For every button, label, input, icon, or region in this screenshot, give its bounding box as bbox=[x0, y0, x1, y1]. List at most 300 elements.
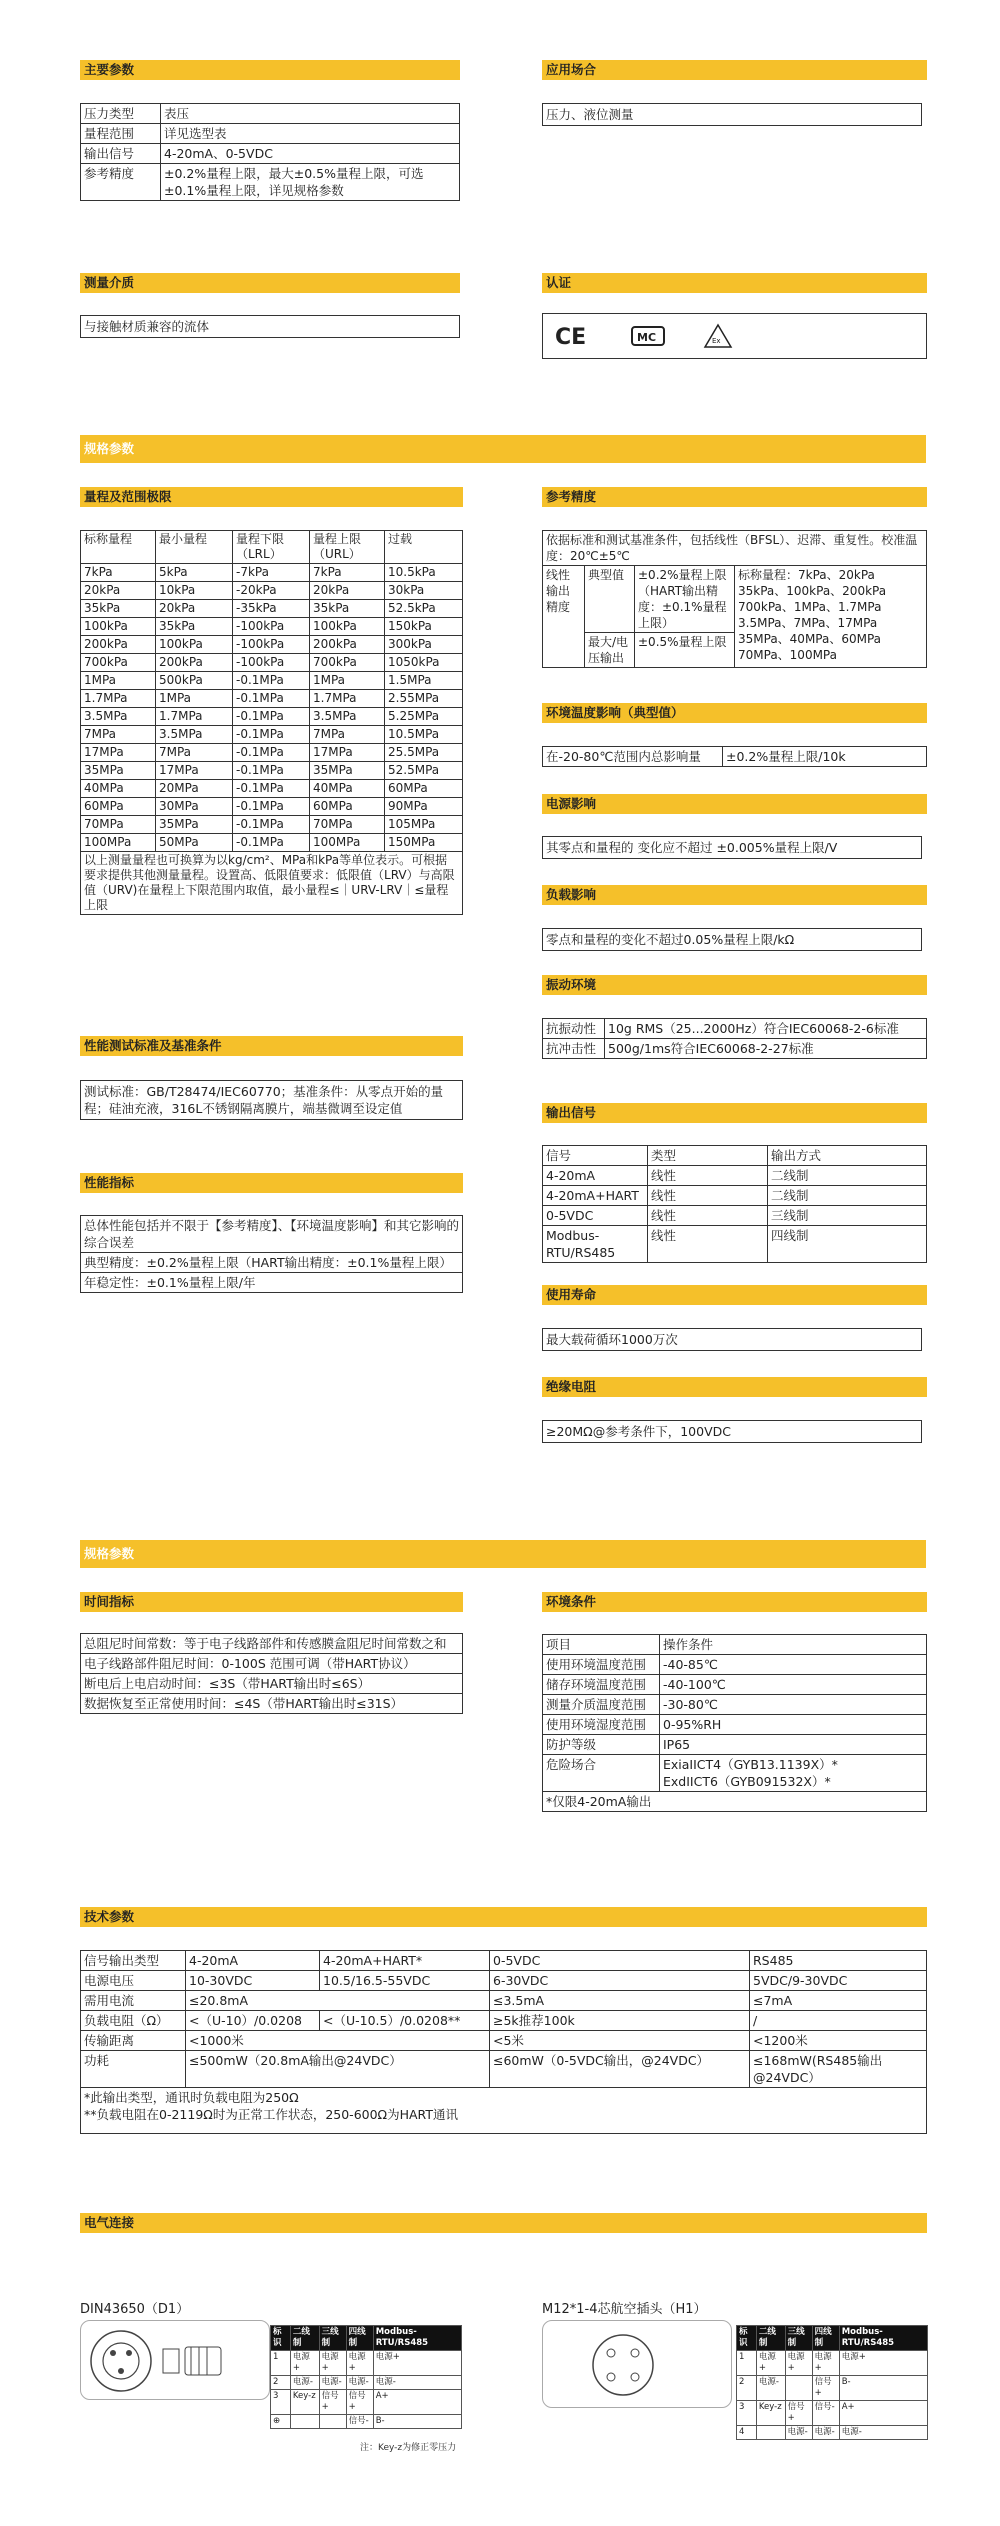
cell: Modbus-RTU/RS485 bbox=[373, 2326, 461, 2351]
cell: 10.5kPa bbox=[385, 564, 463, 582]
perf-row: 年稳定性：±0.1%量程上限/年 bbox=[81, 1273, 463, 1293]
cell: 2.55MPa bbox=[385, 690, 463, 708]
cell: 二线制 bbox=[756, 2326, 785, 2351]
cell: 10g RMS（25...2000Hz）符合IEC60068-2-6标准 bbox=[605, 1019, 927, 1039]
cell: 传输距离 bbox=[81, 2031, 186, 2051]
cell: 电源+ bbox=[346, 2351, 373, 2376]
electrical-title: 电气连接 bbox=[80, 2213, 927, 2233]
table-row bbox=[81, 708, 463, 726]
cell: 1050kPa bbox=[385, 654, 463, 672]
tech-note-1: *此输出类型，通讯时负载电阻为250Ω bbox=[84, 2090, 299, 2105]
env-table bbox=[542, 1634, 927, 1812]
cell: -0.1MPa bbox=[233, 780, 310, 798]
cell: 0-95%RH bbox=[660, 1715, 927, 1735]
cell: 三线制 bbox=[319, 2326, 346, 2351]
cell: 标识 bbox=[271, 2326, 291, 2351]
cell: 四线制 bbox=[812, 2326, 839, 2351]
cell: 7kPa bbox=[310, 564, 385, 582]
cell: 7MPa bbox=[310, 726, 385, 744]
cell: 30MPa bbox=[156, 798, 233, 816]
accuracy-table bbox=[542, 530, 927, 668]
cell: 17MPa bbox=[310, 744, 385, 762]
cell: 电源- bbox=[290, 2376, 319, 2390]
range-header: 最小量程 bbox=[156, 531, 233, 564]
power-effect-title: 电源影响 bbox=[542, 794, 927, 814]
cell: 60MPa bbox=[310, 798, 385, 816]
cell: 危险场合 bbox=[543, 1755, 660, 1792]
cell: 7MPa bbox=[156, 744, 233, 762]
cell: 电源+ bbox=[839, 2351, 927, 2376]
cert-title: 认证 bbox=[542, 273, 927, 293]
cell: 500kPa bbox=[156, 672, 233, 690]
cell: 20kPa bbox=[156, 600, 233, 618]
range-note: 以上测量量程也可换算为以kg/cm²、MPa和kPa等单位表示。可根据要求提供其他测量量程。设置高、低限值要求：低限值（LRV）与高限值（URV)在量程上下限范围内取值，最小量程≤｜URV-LRV｜≤量程上限 bbox=[81, 852, 463, 915]
tech-title: 技术参数 bbox=[80, 1907, 927, 1927]
din-note: 注：Key-z为修正零压力 bbox=[360, 2443, 457, 2453]
m12-title: M12*1-4芯航空插头（H1） bbox=[542, 2302, 707, 2317]
range-header: 标称量程 bbox=[81, 531, 156, 564]
cell: -35kPa bbox=[233, 600, 310, 618]
cell: Modbus-RTU/RS485 bbox=[543, 1226, 648, 1263]
m12-pin-table bbox=[736, 2325, 928, 2440]
cell: 量程范围 bbox=[81, 124, 161, 144]
cell: 电源- bbox=[785, 2426, 812, 2440]
table-row bbox=[81, 564, 463, 582]
table-row bbox=[737, 2351, 928, 2376]
cell: 电源+ bbox=[812, 2351, 839, 2376]
time-row: 数据恢复至正常使用时间：≤4S（带HART输出时≤31S） bbox=[81, 1694, 463, 1714]
cell: A+ bbox=[839, 2401, 927, 2426]
cell: ≤20.8mA bbox=[186, 1991, 490, 2011]
cell: Key-z bbox=[290, 2390, 319, 2415]
cell: 3 bbox=[737, 2401, 757, 2426]
cell: 储存环境温度范围 bbox=[543, 1675, 660, 1695]
cell: 电源+ bbox=[756, 2351, 785, 2376]
medium-title: 测量介质 bbox=[80, 273, 460, 293]
cell: -7kPa bbox=[233, 564, 310, 582]
svg-text:Ex: Ex bbox=[712, 337, 721, 345]
cell: ≤7mA bbox=[750, 1991, 927, 2011]
table-row bbox=[81, 798, 463, 816]
table-row bbox=[737, 2376, 928, 2401]
cell: 7MPa bbox=[81, 726, 156, 744]
cell: 300kPa bbox=[385, 636, 463, 654]
cell: 电源+ bbox=[785, 2351, 812, 2376]
cell: 700kPa bbox=[81, 654, 156, 672]
cell: 1.7MPa bbox=[310, 690, 385, 708]
cell: 60MPa bbox=[385, 780, 463, 798]
table-row bbox=[271, 2376, 462, 2390]
cell: 6-30VDC bbox=[490, 1971, 750, 1991]
cell: 输出方式 bbox=[768, 1146, 927, 1166]
cell: 1.5MPa bbox=[385, 672, 463, 690]
cell: 二线制 bbox=[290, 2326, 319, 2351]
cell: 0-5VDC bbox=[490, 1951, 750, 1971]
cell: 35kPa bbox=[310, 600, 385, 618]
perf-std-title: 性能测试标准及基准条件 bbox=[80, 1036, 463, 1056]
cell: 类型 bbox=[648, 1146, 768, 1166]
cell: ≥5k推荐100k bbox=[490, 2011, 750, 2031]
cell: 90MPa bbox=[385, 798, 463, 816]
cell: 输出信号 bbox=[81, 144, 161, 164]
cell: 压力类型 bbox=[81, 104, 161, 124]
perf-table bbox=[80, 1215, 463, 1293]
cell: 功耗 bbox=[81, 2051, 186, 2088]
range-header: 量程上限（URL） bbox=[310, 531, 385, 564]
cell: -0.1MPa bbox=[233, 672, 310, 690]
cell: 信号+ bbox=[319, 2390, 346, 2415]
cell: 信号 bbox=[543, 1146, 648, 1166]
cell bbox=[785, 2376, 812, 2401]
cell: 100kPa bbox=[81, 618, 156, 636]
cell: Key-z bbox=[756, 2401, 785, 2426]
cell: 4-20mA bbox=[543, 1166, 648, 1186]
table-row bbox=[271, 2415, 462, 2429]
cell: 5kPa bbox=[156, 564, 233, 582]
cert-box bbox=[542, 313, 927, 359]
table-row bbox=[81, 618, 463, 636]
cell bbox=[319, 2415, 346, 2429]
accuracy-ranges: 标称量程：7kPa、20kPa 35kPa、100kPa、200kPa 700kPa、1MPa、1.7MPa 3.5MPa、7MPa、17MPa 35MPa、40MPa、60MPa 70MPa、100MPa bbox=[735, 566, 927, 668]
cell: 7kPa bbox=[81, 564, 156, 582]
cell: 30kPa bbox=[385, 582, 463, 600]
cell: 70MPa bbox=[310, 816, 385, 834]
table-row bbox=[81, 672, 463, 690]
cell: 17MPa bbox=[81, 744, 156, 762]
cell: 防护等级 bbox=[543, 1735, 660, 1755]
cell: 70MPa bbox=[81, 816, 156, 834]
tech-note-2: **负载电阻在0-2119Ω时为正常工作状态，250-600Ω为HART通讯 bbox=[84, 2107, 458, 2122]
time-table bbox=[80, 1633, 463, 1714]
cell: -0.1MPa bbox=[233, 798, 310, 816]
cell: 信号- bbox=[812, 2401, 839, 2426]
cell: 50MPa bbox=[156, 834, 233, 852]
cell: -100kPa bbox=[233, 654, 310, 672]
hazard-1: ExiaIICT4（GYB13.1139X）* bbox=[663, 1757, 838, 1772]
cell: 抗冲击性 bbox=[543, 1039, 605, 1059]
hazard-2: ExdIICT6（GYB091532X）* bbox=[663, 1774, 831, 1789]
table-row bbox=[81, 690, 463, 708]
cell: 电源- bbox=[373, 2376, 461, 2390]
cell: <（U-10.5）/0.0208** bbox=[320, 2011, 490, 2031]
cell: 操作条件 bbox=[660, 1635, 927, 1655]
cell: 2 bbox=[737, 2376, 757, 2401]
table-row bbox=[271, 2390, 462, 2415]
cell: 35MPa bbox=[81, 762, 156, 780]
perf-row: 总体性能包括并不限于【参考精度】、【环境温度影响】和其它影响的综合误差 bbox=[81, 1216, 463, 1253]
mc-mark-icon bbox=[631, 326, 665, 348]
cell: 项目 bbox=[543, 1635, 660, 1655]
cell: 200kPa bbox=[156, 654, 233, 672]
cell: 二线制 bbox=[768, 1166, 927, 1186]
time-row: 总阻尼时间常数：等于电子线路部件和传感膜盒阻尼时间常数之和 bbox=[81, 1634, 463, 1654]
cell: 电源+ bbox=[290, 2351, 319, 2376]
medium-box: 与接触材质兼容的流体 bbox=[80, 315, 460, 338]
cell: -100kPa bbox=[233, 636, 310, 654]
time-row: 电子线路部件阻尼时间：0-100S 范围可调（带HART协议） bbox=[81, 1654, 463, 1674]
cell: Modbus-RTU/RS485 bbox=[839, 2326, 927, 2351]
cell: -0.1MPa bbox=[233, 690, 310, 708]
cell: ≤60mW（0-5VDC输出，@24VDC） bbox=[490, 2051, 750, 2088]
table-row bbox=[81, 816, 463, 834]
accuracy-label: 线性输出精度 bbox=[543, 566, 585, 668]
cell: 4-20mA+HART bbox=[543, 1186, 648, 1206]
cell: 电源+ bbox=[319, 2351, 346, 2376]
cell: 10.5/16.5-55VDC bbox=[320, 1971, 490, 1991]
cell: -0.1MPa bbox=[233, 816, 310, 834]
cell: 35kPa bbox=[81, 600, 156, 618]
cell: 1.7MPa bbox=[81, 690, 156, 708]
cell: 使用环境温度范围 bbox=[543, 1655, 660, 1675]
cell: 35kPa bbox=[156, 618, 233, 636]
load-effect-title: 负载影响 bbox=[542, 885, 927, 905]
cell: 52.5kPa bbox=[385, 600, 463, 618]
cell: 200kPa bbox=[310, 636, 385, 654]
cell: B- bbox=[373, 2415, 461, 2429]
din-connector-icon bbox=[81, 2321, 271, 2401]
table-row bbox=[81, 834, 463, 852]
cell: <1200米 bbox=[750, 2031, 927, 2051]
cell: <（U-10）/0.0208 bbox=[186, 2011, 320, 2031]
temp-effect-value: ±0.2%量程上限/10k bbox=[723, 747, 927, 767]
din-connector-drawing bbox=[80, 2320, 270, 2400]
cell: 电源- bbox=[839, 2426, 927, 2440]
cell: RS485 bbox=[750, 1951, 927, 1971]
cell: 200kPa bbox=[81, 636, 156, 654]
cell: 参考精度 bbox=[81, 164, 161, 201]
cell: -30-80℃ bbox=[660, 1695, 927, 1715]
cell: 1 bbox=[271, 2351, 291, 2376]
cell: 三线制 bbox=[768, 1206, 927, 1226]
cell: / bbox=[750, 2011, 927, 2031]
cell: 线性 bbox=[648, 1186, 768, 1206]
output-title: 输出信号 bbox=[542, 1103, 927, 1123]
cell: ≤3.5mA bbox=[490, 1991, 750, 2011]
cell: <5米 bbox=[490, 2031, 750, 2051]
cell: 700kPa bbox=[310, 654, 385, 672]
cell: 表压 bbox=[161, 104, 460, 124]
cell: 2 bbox=[271, 2376, 291, 2390]
svg-text:CE: CE bbox=[555, 325, 587, 349]
cell: -40-100℃ bbox=[660, 1675, 927, 1695]
cell: 4-20mA、0-5VDC bbox=[161, 144, 460, 164]
range-title: 量程及范围极限 bbox=[80, 487, 463, 507]
table-row bbox=[737, 2401, 928, 2426]
cell: 35MPa bbox=[310, 762, 385, 780]
cell bbox=[756, 2426, 785, 2440]
cell: 105MPa bbox=[385, 816, 463, 834]
output-table bbox=[542, 1145, 927, 1263]
svg-text:MC: MC bbox=[637, 331, 657, 344]
cell: 20kPa bbox=[81, 582, 156, 600]
cell: 信号+ bbox=[785, 2401, 812, 2426]
spec-header-1: 规格参数 bbox=[80, 435, 926, 463]
cell: -0.1MPa bbox=[233, 726, 310, 744]
cell: -0.1MPa bbox=[233, 834, 310, 852]
table-row bbox=[737, 2426, 928, 2440]
accuracy-typ: 典型值 bbox=[585, 566, 635, 633]
insulation-box: ≥20MΩ@参考条件下，100VDC bbox=[542, 1420, 922, 1443]
cell: 0-5VDC bbox=[543, 1206, 648, 1226]
cell: -0.1MPa bbox=[233, 708, 310, 726]
cell: ±0.2%量程上限，最大±0.5%量程上限，可选±0.1%量程上限，详见规格参数 bbox=[161, 164, 460, 201]
cell: 20MPa bbox=[156, 780, 233, 798]
din-title: DIN43650（D1） bbox=[80, 2302, 190, 2317]
cell: 电源+ bbox=[373, 2351, 461, 2376]
cell: 线性 bbox=[648, 1166, 768, 1186]
cell: 需用电流 bbox=[81, 1991, 186, 2011]
cell: 抗振动性 bbox=[543, 1019, 605, 1039]
cell: 使用环境湿度范围 bbox=[543, 1715, 660, 1735]
cell: 4-20mA bbox=[186, 1951, 320, 1971]
tech-notes bbox=[81, 2088, 927, 2134]
cell: -40-85℃ bbox=[660, 1655, 927, 1675]
perf-title: 性能指标 bbox=[80, 1173, 463, 1193]
cell: ⊕ bbox=[271, 2415, 291, 2429]
cell: 3.5MPa bbox=[310, 708, 385, 726]
cell: 3 bbox=[271, 2390, 291, 2415]
table-row bbox=[81, 654, 463, 672]
cell: 线性 bbox=[648, 1226, 768, 1263]
cell: 信号+ bbox=[346, 2390, 373, 2415]
din-pin-table bbox=[270, 2325, 462, 2429]
cell: 二线制 bbox=[768, 1186, 927, 1206]
env-title: 环境条件 bbox=[542, 1592, 927, 1612]
ce-mark-icon bbox=[555, 323, 591, 349]
cell: 电源- bbox=[319, 2376, 346, 2390]
cell: 测量介质温度范围 bbox=[543, 1695, 660, 1715]
spec-header-2: 规格参数 bbox=[80, 1540, 926, 1568]
cell: 信号- bbox=[346, 2415, 373, 2429]
cell: 52.5MPa bbox=[385, 762, 463, 780]
table-row bbox=[81, 762, 463, 780]
exia-mark-icon bbox=[703, 323, 733, 349]
accuracy-intro: 依据标准和测试基准条件，包括线性（BFSL）、迟滞、重复性。校准温度：20℃±5℃ bbox=[543, 531, 927, 566]
temp-effect-table bbox=[542, 746, 927, 767]
cell: 信号+ bbox=[812, 2376, 839, 2401]
cell: 1MPa bbox=[156, 690, 233, 708]
cell: 详见选型表 bbox=[161, 124, 460, 144]
cell: 20kPa bbox=[310, 582, 385, 600]
time-row: 断电后上电启动时间：≤3S（带HART输出时≤6S） bbox=[81, 1674, 463, 1694]
cell: -0.1MPa bbox=[233, 762, 310, 780]
power-effect-box: 其零点和量程的 变化应不超过 ±0.005%量程上限/V bbox=[542, 836, 922, 859]
table-row bbox=[81, 780, 463, 798]
cell: 3.5MPa bbox=[81, 708, 156, 726]
cell: A+ bbox=[373, 2390, 461, 2415]
m12-connector-icon bbox=[543, 2321, 733, 2409]
cell bbox=[290, 2415, 319, 2429]
temp-effect-label: 在-20-80℃范围内总影响量 bbox=[543, 747, 723, 767]
cell: 100MPa bbox=[81, 834, 156, 852]
range-table bbox=[80, 530, 463, 915]
env-note: *仅限4-20mA输出 bbox=[543, 1792, 927, 1812]
range-header: 过载 bbox=[385, 531, 463, 564]
cell: 标识 bbox=[737, 2326, 757, 2351]
tech-table bbox=[80, 1950, 927, 2134]
load-effect-box: 零点和量程的变化不超过0.05%量程上限/kΩ bbox=[542, 928, 922, 951]
cell: 3.5MPa bbox=[156, 726, 233, 744]
table-row bbox=[81, 744, 463, 762]
cell: 电源- bbox=[812, 2426, 839, 2440]
time-title: 时间指标 bbox=[80, 1592, 463, 1612]
table-row bbox=[81, 582, 463, 600]
cell: -100kPa bbox=[233, 618, 310, 636]
cell: 10-30VDC bbox=[186, 1971, 320, 1991]
cell: 150MPa bbox=[385, 834, 463, 852]
cell: 100MPa bbox=[310, 834, 385, 852]
temp-effect-title: 环境温度影响（典型值） bbox=[542, 703, 927, 723]
life-title: 使用寿命 bbox=[542, 1285, 927, 1305]
cell: 线性 bbox=[648, 1206, 768, 1226]
cell: 500g/1ms符合IEC60068-2-27标准 bbox=[605, 1039, 927, 1059]
cell: 电源- bbox=[756, 2376, 785, 2401]
cell: 1.7MPa bbox=[156, 708, 233, 726]
cell: -20kPa bbox=[233, 582, 310, 600]
accuracy-max: 最大/电压输出 bbox=[585, 633, 635, 668]
m12-connector-drawing bbox=[542, 2320, 732, 2408]
cell: 四线制 bbox=[346, 2326, 373, 2351]
cell: 电源- bbox=[346, 2376, 373, 2390]
table-row bbox=[271, 2351, 462, 2376]
vibration-title: 振动环境 bbox=[542, 975, 927, 995]
main-params-title: 主要参数 bbox=[80, 60, 460, 80]
cell bbox=[660, 1755, 927, 1792]
cell: 10kPa bbox=[156, 582, 233, 600]
cell: 1MPa bbox=[81, 672, 156, 690]
table-row bbox=[81, 600, 463, 618]
life-box: 最大载荷循环1000万次 bbox=[542, 1328, 922, 1351]
cell: ≤168mW(RS485输出@24VDC） bbox=[750, 2051, 927, 2088]
cell: 5.25MPa bbox=[385, 708, 463, 726]
cell: ≤500mW（20.8mA输出@24VDC） bbox=[186, 2051, 490, 2088]
cell: 150kPa bbox=[385, 618, 463, 636]
cell: 1MPa bbox=[310, 672, 385, 690]
accuracy-typ-val: ±0.2%量程上限（HART输出精度：±0.1%量程上限） bbox=[635, 566, 735, 633]
cell: 三线制 bbox=[785, 2326, 812, 2351]
perf-std-box: 测试标准：GB/T28474/IEC60770；基准条件：从零点开始的量程；硅油充液，316L不锈钢隔离膜片，端基微调至设定值 bbox=[80, 1080, 463, 1120]
cell: 5VDC/9-30VDC bbox=[750, 1971, 927, 1991]
main-params-table bbox=[80, 103, 460, 201]
cell: 四线制 bbox=[768, 1226, 927, 1263]
cell: 40MPa bbox=[310, 780, 385, 798]
cell: 电源电压 bbox=[81, 1971, 186, 1991]
cell: B- bbox=[839, 2376, 927, 2401]
cell: 17MPa bbox=[156, 762, 233, 780]
cell: 10.5MPa bbox=[385, 726, 463, 744]
cell: 4 bbox=[737, 2426, 757, 2440]
cell: -0.1MPa bbox=[233, 744, 310, 762]
accuracy-max-val: ±0.5%量程上限 bbox=[635, 633, 735, 668]
cell: IP65 bbox=[660, 1735, 927, 1755]
vibration-table bbox=[542, 1018, 927, 1059]
cell: 1 bbox=[737, 2351, 757, 2376]
perf-row: 典型精度：±0.2%量程上限（HART输出精度：±0.1%量程上限） bbox=[81, 1253, 463, 1273]
cell: 25.5MPa bbox=[385, 744, 463, 762]
table-row bbox=[81, 636, 463, 654]
application-title: 应用场合 bbox=[542, 60, 927, 80]
range-header: 量程下限（LRL） bbox=[233, 531, 310, 564]
cell: 40MPa bbox=[81, 780, 156, 798]
accuracy-title: 参考精度 bbox=[542, 487, 927, 507]
insulation-title: 绝缘电阻 bbox=[542, 1377, 927, 1397]
cell: 4-20mA+HART* bbox=[320, 1951, 490, 1971]
table-row bbox=[81, 726, 463, 744]
cell: 100kPa bbox=[310, 618, 385, 636]
cell: 35MPa bbox=[156, 816, 233, 834]
cell: 100kPa bbox=[156, 636, 233, 654]
cell: 60MPa bbox=[81, 798, 156, 816]
